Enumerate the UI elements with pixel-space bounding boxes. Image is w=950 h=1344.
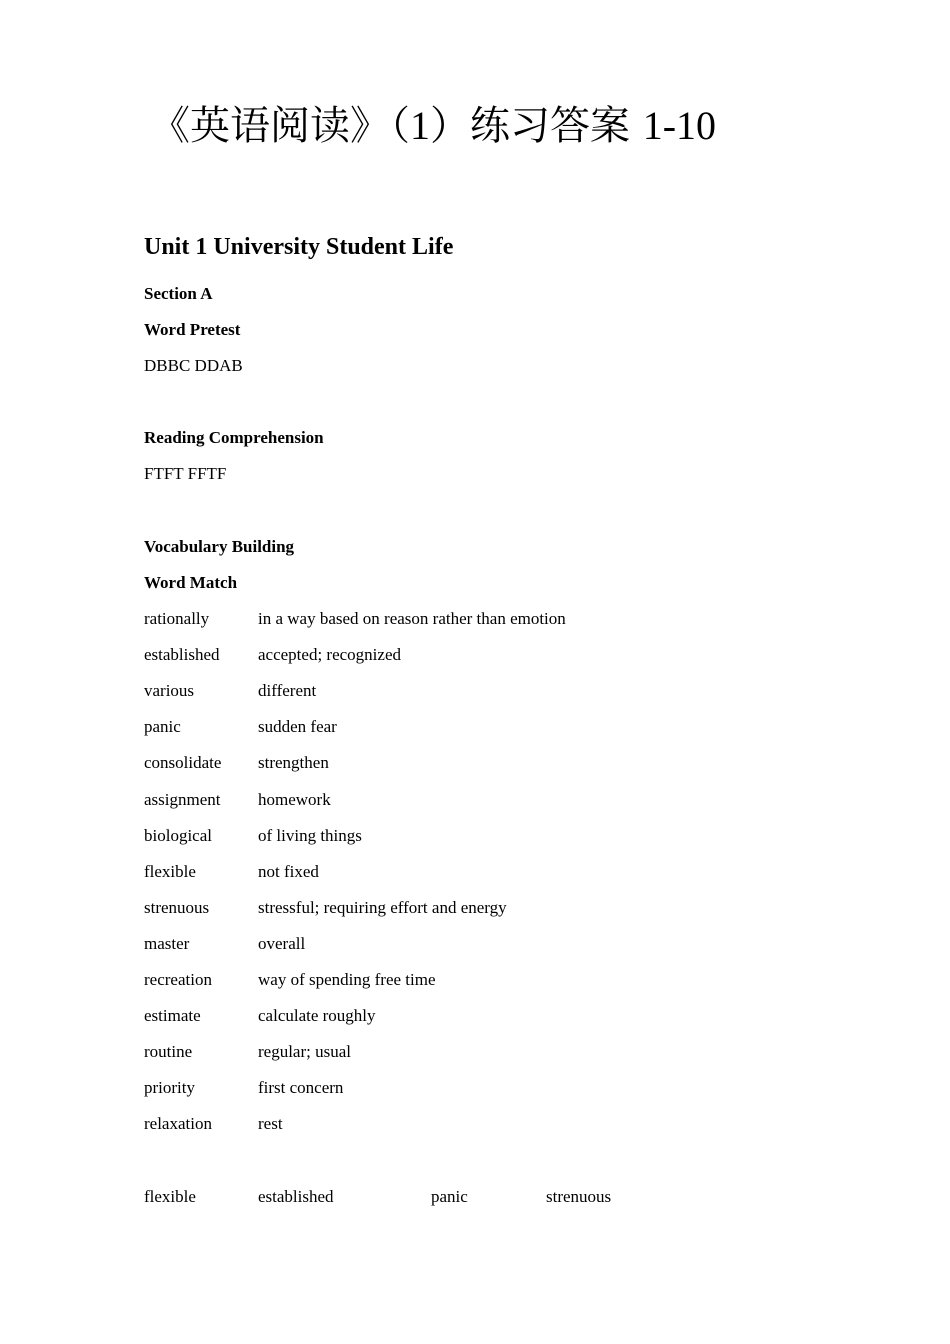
match-word: rationally (144, 609, 210, 628)
match-word: biological (144, 826, 212, 845)
document-title (150, 98, 716, 154)
match-definition: overall (258, 934, 306, 953)
match-definition: not fixed (258, 862, 319, 881)
word-pretest-heading: Word Pretest (144, 320, 241, 339)
match-definition: first concern (258, 1078, 344, 1097)
title-prefix: 《英语阅读》（ (150, 103, 410, 149)
match-definition: stressful; requiring effort and energy (258, 898, 507, 917)
word-match-row (144, 608, 784, 630)
match-word: recreation (144, 970, 212, 989)
match-word: established (144, 645, 220, 664)
match-word: strenuous (144, 898, 210, 917)
match-word: assignment (144, 790, 221, 809)
word-pretest-answers: DBBC DDAB (144, 356, 243, 375)
fill-in-word: flexible (144, 1187, 196, 1206)
word-match-row (144, 789, 784, 811)
match-definition: in a way based on reason rather than emotion (258, 609, 566, 628)
match-word: estimate (144, 1006, 201, 1025)
match-word: routine (144, 1042, 193, 1061)
title-range: 1-10 (642, 103, 717, 148)
match-definition: way of spending free time (258, 970, 436, 989)
match-definition: homework (258, 790, 331, 809)
reading-comprehension-answers: FTFT FFTF (144, 464, 227, 483)
match-word: master (144, 934, 190, 953)
match-word: panic (144, 717, 181, 736)
match-word: relaxation (144, 1114, 212, 1133)
unit-heading: Unit 1 University Student Life (144, 234, 454, 260)
title-number: 1 (410, 103, 430, 148)
fill-in-word: strenuous (546, 1187, 612, 1206)
fill-in-word: established (258, 1187, 334, 1206)
word-match-row (144, 825, 784, 847)
word-match-row (144, 1005, 784, 1027)
word-match-row (144, 716, 784, 738)
word-match-row (144, 897, 784, 919)
section-label: Section A (144, 284, 213, 303)
match-definition: accepted; recognized (258, 645, 401, 664)
word-match-row (144, 1041, 784, 1063)
word-match-row (144, 680, 784, 702)
match-word: flexible (144, 862, 196, 881)
vocabulary-building-heading: Vocabulary Building (144, 537, 295, 556)
match-word: various (144, 681, 195, 700)
reading-comprehension-heading: Reading Comprehension (144, 428, 324, 447)
fill-in-row (144, 1186, 784, 1208)
match-definition: calculate roughly (258, 1006, 376, 1025)
match-definition: of living things (258, 826, 362, 845)
word-match-row (144, 933, 784, 955)
word-match-row (144, 969, 784, 991)
word-match-heading: Word Match (144, 573, 238, 592)
word-match-row (144, 861, 784, 883)
match-word: consolidate (144, 753, 222, 772)
match-definition: regular; usual (258, 1042, 351, 1061)
match-word: priority (144, 1078, 195, 1097)
match-definition: strengthen (258, 753, 329, 772)
match-definition: sudden fear (258, 717, 337, 736)
word-match-row (144, 1077, 784, 1099)
word-match-row (144, 752, 784, 774)
word-match-row (144, 644, 784, 666)
word-match-row (144, 1113, 784, 1135)
fill-in-word: panic (431, 1187, 468, 1206)
match-definition: different (258, 681, 317, 700)
title-suffix: ）练习答案 (430, 103, 630, 149)
match-definition: rest (258, 1114, 283, 1133)
